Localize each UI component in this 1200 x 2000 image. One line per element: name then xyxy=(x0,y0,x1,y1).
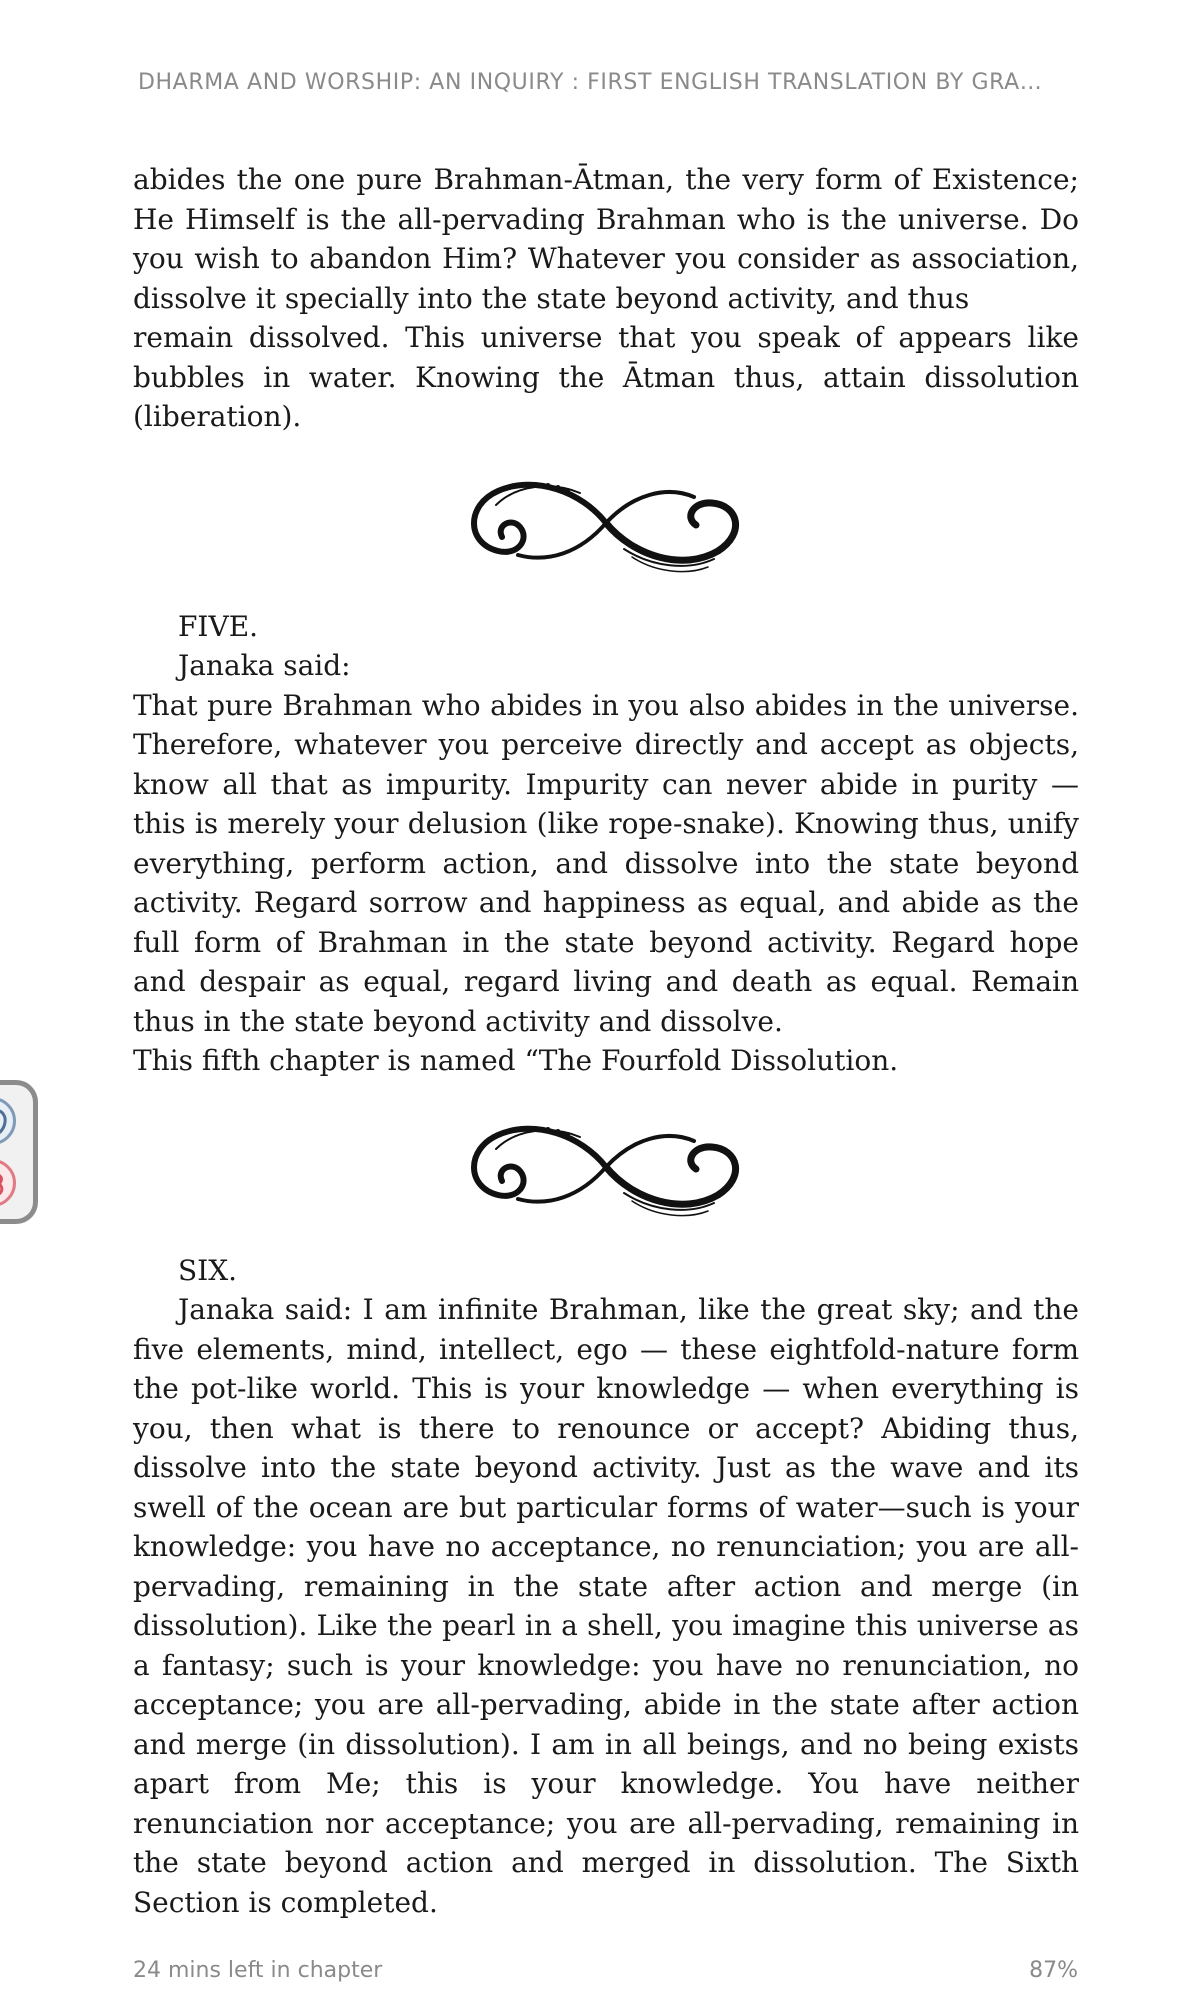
section-five-heading: FIVE. xyxy=(178,609,259,643)
intro-paragraph-2: remain dissolved. This universe that you speak of appears like bubbles in water. Knowing the Ātman thus, attain dissolution (liberation). xyxy=(133,321,1079,433)
section-six-heading: SIX. xyxy=(178,1253,238,1287)
time-left-in-chapter: 24 mins left in chapter xyxy=(133,1958,383,1983)
section-five-body: That pure Brahman who abides in you also abides in the universe. Therefore, whatever you perceive directly and accept as objects, know all that as impurity. Impurity can never abide in purity — this is merely your delusion (like rope-snake). Knowing thus, unify everything, perform action, and dissolve into the state beyond activity. Regard sorrow and happiness as equal, and abide as the full form of Brahman in the state beyond activity. Regard hope and despair as equal, regard living and death as equal. Remain thus in the state beyond activity and dissolve. xyxy=(133,688,1079,1038)
section-five-speaker: Janaka said: xyxy=(178,649,351,682)
page-content xyxy=(133,160,1079,1922)
flourish-icon xyxy=(456,463,756,583)
flourish-icon xyxy=(456,1107,756,1227)
badge-icon[interactable] xyxy=(0,1159,16,1207)
section-six-body: Janaka said: I am infinite Brahman, like the great sky; and the five elements, mind, intellect, ego — these eightfold-nature form the pot-like world. This is your knowledge — when everything is you, then what is there to renounce or accept? Abiding thus, dissolve into the state beyond activity. Just as the wave and its swell of the ocean are but particular forms of water—such is your knowledge: you have no acceptance, no renunciation; you are all-pervading, remaining in the state after action and merge (in dissolution). Like the pearl in a shell, you imagine this universe as a fantasy; such is your knowledge: you have no renunciation, no acceptance; you are all-pervading, abide in the state after action and merge (in dissolution). I am in all beings, and no being exists apart from Me; this is your knowledge. You have neither renunciation nor acceptance; you are all-pervading, remaining in the state beyond action and merged in dissolution. The Sixth Section is completed. xyxy=(133,1293,1079,1919)
intro-paragraph-1: abides the one pure Brahman-Ātman, the very form of Existence; He Himself is the all-pervading Brahman who is the universe. Do you wish to abandon Him? Whatever you consider as association, dissolve it specially into the state beyond activity, and thus xyxy=(133,163,1079,315)
reading-progress-percent: 87% xyxy=(1029,1958,1078,1983)
running-header-title: DHARMA AND WORSHIP: AN INQUIRY : FIRST ENGLISH TRANSLATION BY GRA… xyxy=(138,70,1043,95)
section-five-closing: This fifth chapter is named “The Fourfold Dissolution. xyxy=(133,1044,899,1077)
section-divider-ornament xyxy=(133,1090,1079,1245)
mascot-icon[interactable] xyxy=(0,1097,16,1145)
side-floating-widget[interactable] xyxy=(0,1080,38,1224)
section-divider-ornament xyxy=(133,446,1079,601)
